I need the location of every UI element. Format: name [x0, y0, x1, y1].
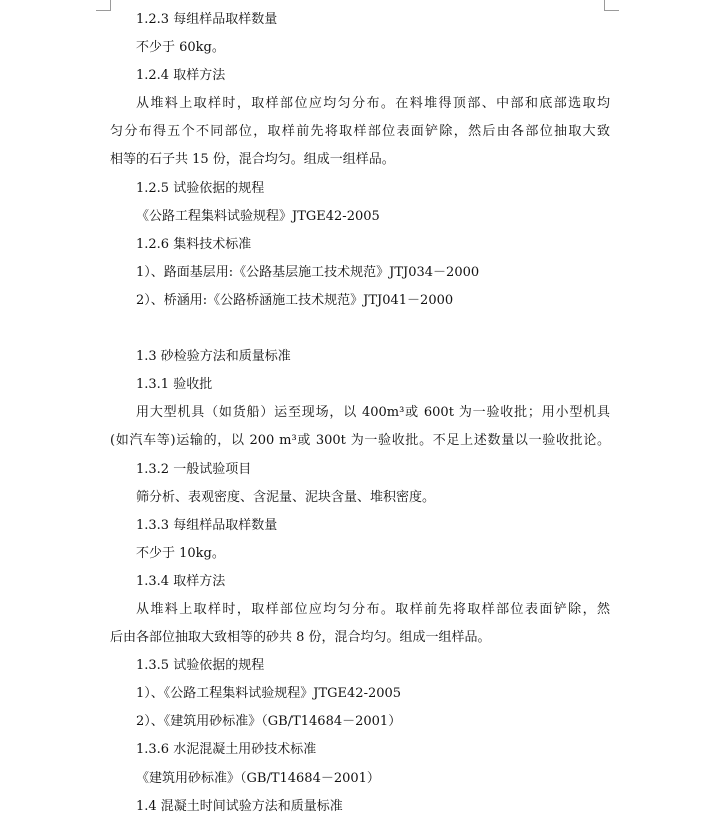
text-line: 《公路工程集料试验规程》JTGE42-2005: [136, 208, 380, 224]
text-line: 《建筑用砂标准》（GB/T14684－2001）: [136, 770, 380, 786]
page-margin-corner-left: [96, 0, 111, 11]
text-line: 1.2.6 集料技术标准: [136, 236, 252, 252]
text-line: (如汽车等)运输的，以 200 m³或 300t 为一验收批。不足上述数量以一验收批论。: [110, 433, 610, 449]
text-line: 1.3.5 试验依据的规程: [136, 658, 265, 674]
blank-line: [110, 315, 610, 343]
text-line: 1.3.6 水泥混凝土用砂技术标准: [136, 742, 317, 758]
text-line: 1.4 混凝土时间试验方法和质量标准: [136, 798, 343, 814]
text-line: 不少于 60kg。: [136, 40, 225, 56]
text-line: 1.3.4 取样方法: [136, 573, 226, 589]
text-line: 从堆料上取样时，取样部位应均匀分布。在料堆得顶部、中部和底部选取均: [136, 96, 610, 112]
text-line: 1.2.4 取样方法: [136, 68, 226, 84]
text-line: 1.3 砂检验方法和质量标准: [136, 349, 291, 365]
text-line: 从堆料上取样时，取样部位应均匀分布。取样前先将取样部位表面铲除，然: [136, 601, 610, 617]
text-line: 1）、路面基层用:《公路基层施工技术规范》JTJ034－2000: [136, 264, 480, 280]
text-line: 匀分布得五个不同部位，取样前先将取样部位表面铲除，然后由各部位抽取大致: [110, 124, 610, 140]
text-line: 筛分析、表观密度、含泥量、泥块含量、堆积密度。: [136, 489, 436, 505]
text-line: 1.2.5 试验依据的规程: [136, 180, 265, 196]
text-line: 1.3.1 验收批: [136, 377, 213, 393]
text-line: 用大型机具（如货船）运至现场，以 400m³或 600t 为一验收批；用小型机具: [136, 405, 610, 421]
text-line: 相等的石子共 15 份，混合均匀。组成一组样品。: [110, 152, 395, 168]
text-line: 不少于 10kg。: [136, 545, 225, 561]
text-line: 1）、《公路工程集料试验规程》JTGE42-2005: [136, 686, 402, 702]
text-line: 1.2.3 每组样品取样数量: [136, 12, 278, 27]
text-line: 后由各部位抽取大致相等的砂共 8 份，混合均匀。组成一组样品。: [110, 630, 491, 646]
text-line: 2）、桥涵用:《公路桥涵施工技术规范》JTJ041－2000: [136, 292, 454, 308]
text-line: 1.3.2 一般试验项目: [136, 461, 252, 477]
text-line: 2）、《建筑用砂标准》（GB/T14684－2001）: [136, 714, 402, 730]
text-line: 1.3.3 每组样品取样数量: [136, 517, 278, 533]
document-page: [110, 6, 610, 821]
